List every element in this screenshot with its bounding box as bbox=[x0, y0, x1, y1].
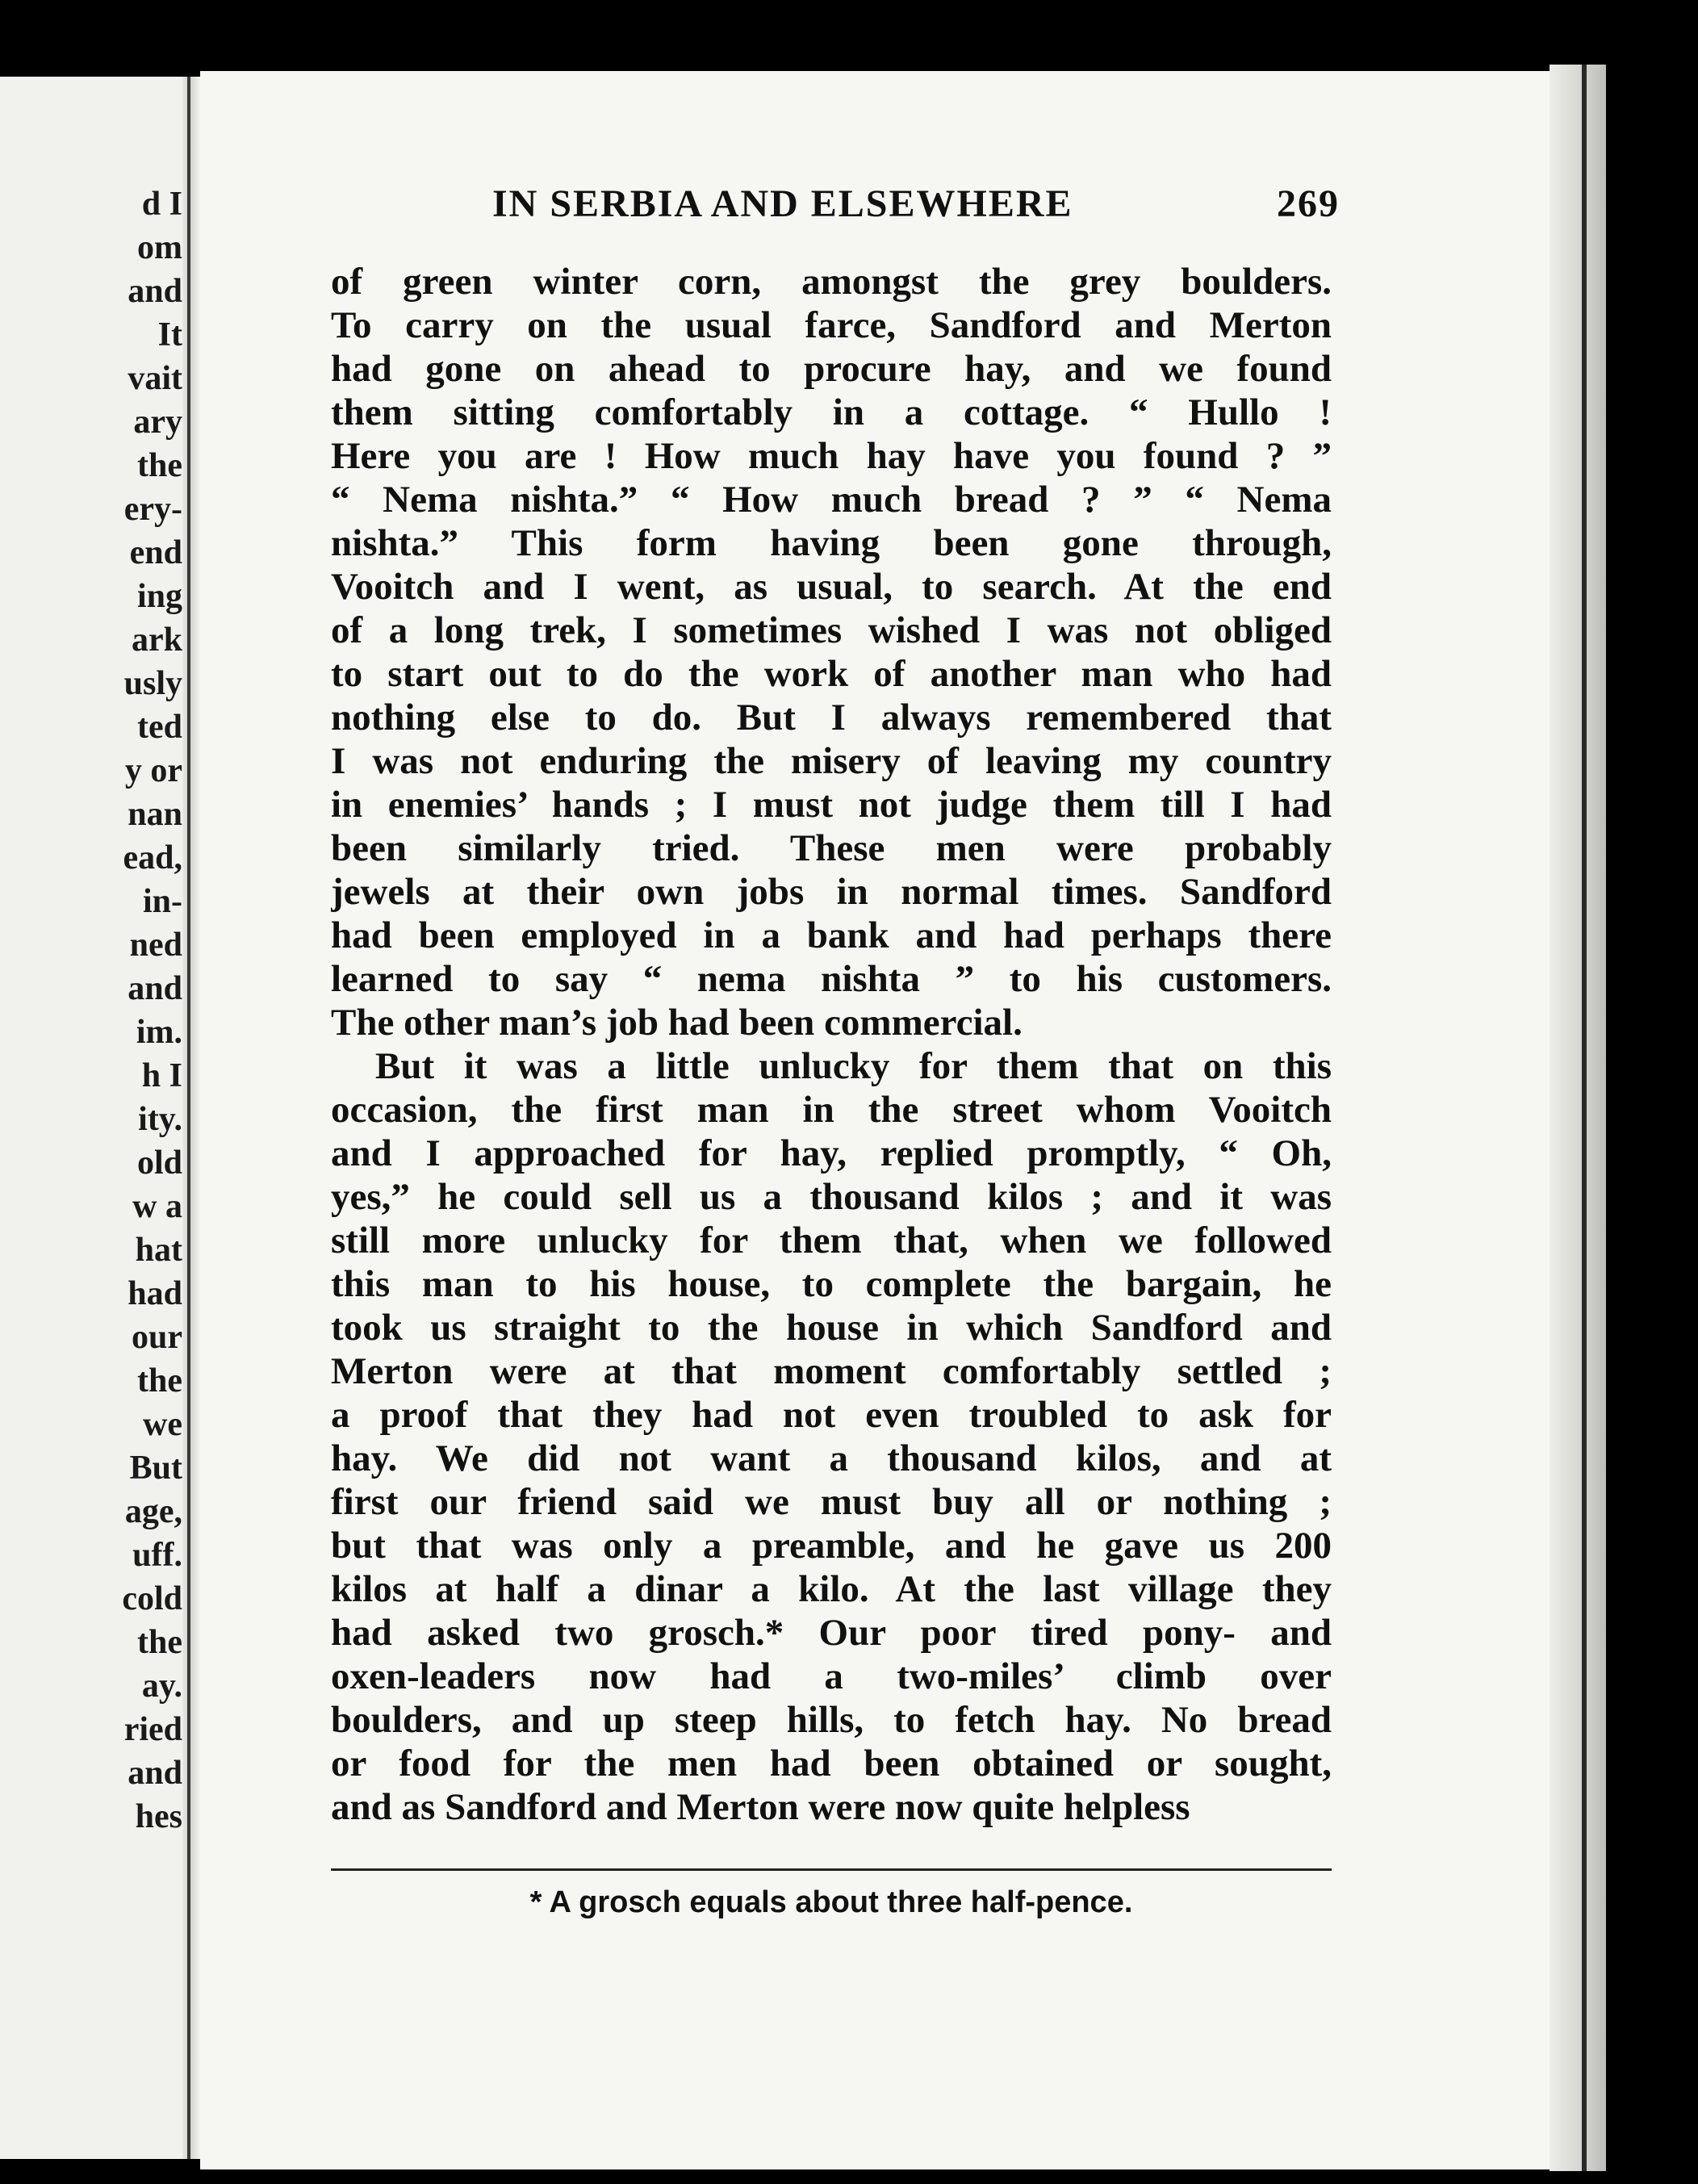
page-edge bbox=[1550, 65, 1606, 2171]
text-line: and I approached for hay, replied promptly, “ Oh, bbox=[331, 1132, 1332, 1174]
previous-page-line-fragment: ity. bbox=[138, 1101, 182, 1138]
text-line: Merton were at that moment comfortably settled ; bbox=[331, 1350, 1332, 1392]
text-line: and as Sandford and Merton were now quite helpless bbox=[331, 1786, 1190, 1828]
previous-page-line-fragment: ted bbox=[137, 709, 182, 746]
text-line: yes,” he could sell us a thousand kilos ; and it was bbox=[331, 1176, 1332, 1218]
text-line: been similarly tried. These men were probably bbox=[331, 827, 1332, 869]
text-line: The other man’s job had been commercial. bbox=[331, 1002, 1023, 1044]
text-line: hay. We did not want a thousand kilos, and at bbox=[331, 1437, 1332, 1479]
previous-page-line-fragment: vait bbox=[128, 360, 182, 397]
previous-page-line-fragment: But bbox=[129, 1450, 182, 1487]
paragraph-1 bbox=[331, 260, 1332, 1044]
previous-page-line-fragment: the bbox=[137, 447, 182, 484]
previous-page-line-fragment: ead, bbox=[123, 839, 182, 877]
text-line: jewels at their own jobs in normal times. Sandford bbox=[331, 871, 1332, 913]
text-line: “ Nema nishta.” “ How much bread ? ” “ Nema bbox=[331, 479, 1332, 521]
previous-page-line-fragment: ing bbox=[136, 578, 182, 615]
text-line: kilos at half a dinar a kilo. At the last village they bbox=[331, 1568, 1332, 1610]
body-text bbox=[331, 260, 1332, 1829]
text-line: Vooitch and I went, as usual, to search. At the end bbox=[331, 566, 1332, 608]
previous-page-line-fragment: h I bbox=[141, 1057, 182, 1094]
text-line: still more unlucky for them that, when we followed bbox=[331, 1220, 1332, 1261]
page-number: 269 bbox=[1277, 182, 1340, 225]
text-line: had gone on ahead to procure hay, and we found bbox=[331, 348, 1332, 390]
previous-page-line-fragment: hat bbox=[135, 1232, 182, 1269]
previous-page-line-fragment: nan bbox=[128, 796, 182, 833]
running-head bbox=[492, 182, 1340, 230]
previous-page-line-fragment: our bbox=[132, 1319, 182, 1356]
text-line: them sitting comfortably in a cottage. “ Hullo ! bbox=[331, 391, 1332, 433]
text-line: a proof that they had not even troubled to ask for bbox=[331, 1394, 1332, 1436]
text-line: this man to his house, to complete the bargain, he bbox=[331, 1263, 1332, 1305]
previous-page-line-fragment: ned bbox=[129, 927, 182, 964]
text-line: but that was only a preamble, and he gave us 200 bbox=[331, 1525, 1332, 1567]
text-line: of a long trek, I sometimes wished I was not obliged bbox=[331, 609, 1332, 651]
text-line: I was not enduring the misery of leaving my country bbox=[331, 740, 1332, 782]
text-line: To carry on the usual farce, Sandford and Merton bbox=[331, 304, 1332, 346]
running-head-title: IN SERBIA AND ELSEWHERE bbox=[492, 182, 1073, 225]
previous-page-sliver bbox=[0, 77, 192, 2159]
previous-page-line-fragment: It bbox=[157, 316, 182, 354]
previous-page-line-fragment: ark bbox=[132, 621, 182, 659]
text-line: first our friend said we must buy all or nothing ; bbox=[331, 1481, 1332, 1523]
previous-page-line-fragment: old bbox=[136, 1144, 182, 1182]
previous-page-line-fragment: age, bbox=[124, 1493, 182, 1530]
previous-page-line-fragment: end bbox=[129, 534, 182, 571]
previous-page-line-fragment: in- bbox=[142, 883, 182, 920]
previous-page-line-fragment: we bbox=[143, 1406, 182, 1443]
previous-page-line-fragment: d I bbox=[141, 186, 182, 223]
previous-page-line-fragment: y or bbox=[124, 752, 182, 789]
text-line: occasion, the first man in the street whom Vooitch bbox=[331, 1089, 1332, 1131]
gutter-shadow-line bbox=[187, 77, 190, 2159]
text-line: to start out to do the work of another man who had bbox=[331, 653, 1332, 695]
text-line: But it was a little unlucky for them that on this bbox=[375, 1045, 1332, 1087]
text-line: nishta.” This form having been gone through, bbox=[331, 522, 1332, 564]
previous-page-line-fragment: usly bbox=[123, 665, 182, 702]
text-line: oxen-leaders now had a two-miles’ climb over bbox=[331, 1655, 1332, 1697]
previous-page-line-fragment: and bbox=[128, 273, 182, 310]
previous-page-line-fragment: the bbox=[137, 1362, 182, 1400]
text-line: took us straight to the house in which Sandford and bbox=[331, 1307, 1332, 1349]
text-line: had been employed in a bank and had perhaps there bbox=[331, 914, 1332, 956]
text-line: boulders, and up steep hills, to fetch hay. No bread bbox=[331, 1699, 1332, 1741]
text-line: in enemies’ hands ; I must not judge them till I had bbox=[331, 784, 1332, 826]
previous-page-line-fragment: had bbox=[128, 1275, 182, 1312]
previous-page-line-fragment: om bbox=[137, 229, 182, 266]
previous-page-line-fragment: ary bbox=[133, 404, 182, 441]
paragraph-2 bbox=[331, 1044, 1332, 1829]
text-line: Here you are ! How much hay have you found ? ” bbox=[331, 435, 1332, 477]
previous-page-line-fragment: im. bbox=[136, 1014, 182, 1051]
previous-page-line-fragment: w a bbox=[132, 1188, 182, 1225]
page-edge-line bbox=[1582, 65, 1587, 2171]
previous-page-line-fragment: ay. bbox=[141, 1667, 182, 1705]
text-line: had asked two grosch.* Our poor tired pony- and bbox=[331, 1612, 1332, 1654]
previous-page-line-fragment: and bbox=[128, 1755, 182, 1792]
text-line: nothing else to do. But I always remembered that bbox=[331, 697, 1332, 738]
previous-page-line-fragment: the bbox=[137, 1624, 182, 1661]
previous-page-line-fragment: ery- bbox=[123, 491, 182, 528]
previous-page-line-fragment: cold bbox=[122, 1580, 182, 1617]
text-line: or food for the men had been obtained or sought, bbox=[331, 1743, 1332, 1784]
previous-page-line-fragment: uff. bbox=[132, 1537, 182, 1574]
previous-page-line-fragment: and bbox=[128, 970, 182, 1007]
text-line: of green winter corn, amongst the grey boulders. bbox=[331, 261, 1332, 303]
footnote: * A grosch equals about three half-pence. bbox=[529, 1885, 1133, 1919]
previous-page-line-fragment: hes bbox=[135, 1798, 182, 1835]
footnote-rule bbox=[331, 1868, 1332, 1871]
book-gutter bbox=[182, 77, 200, 2159]
text-line: learned to say “ nema nishta ” to his customers. bbox=[331, 958, 1332, 1000]
previous-page-line-fragment: ried bbox=[123, 1711, 182, 1748]
